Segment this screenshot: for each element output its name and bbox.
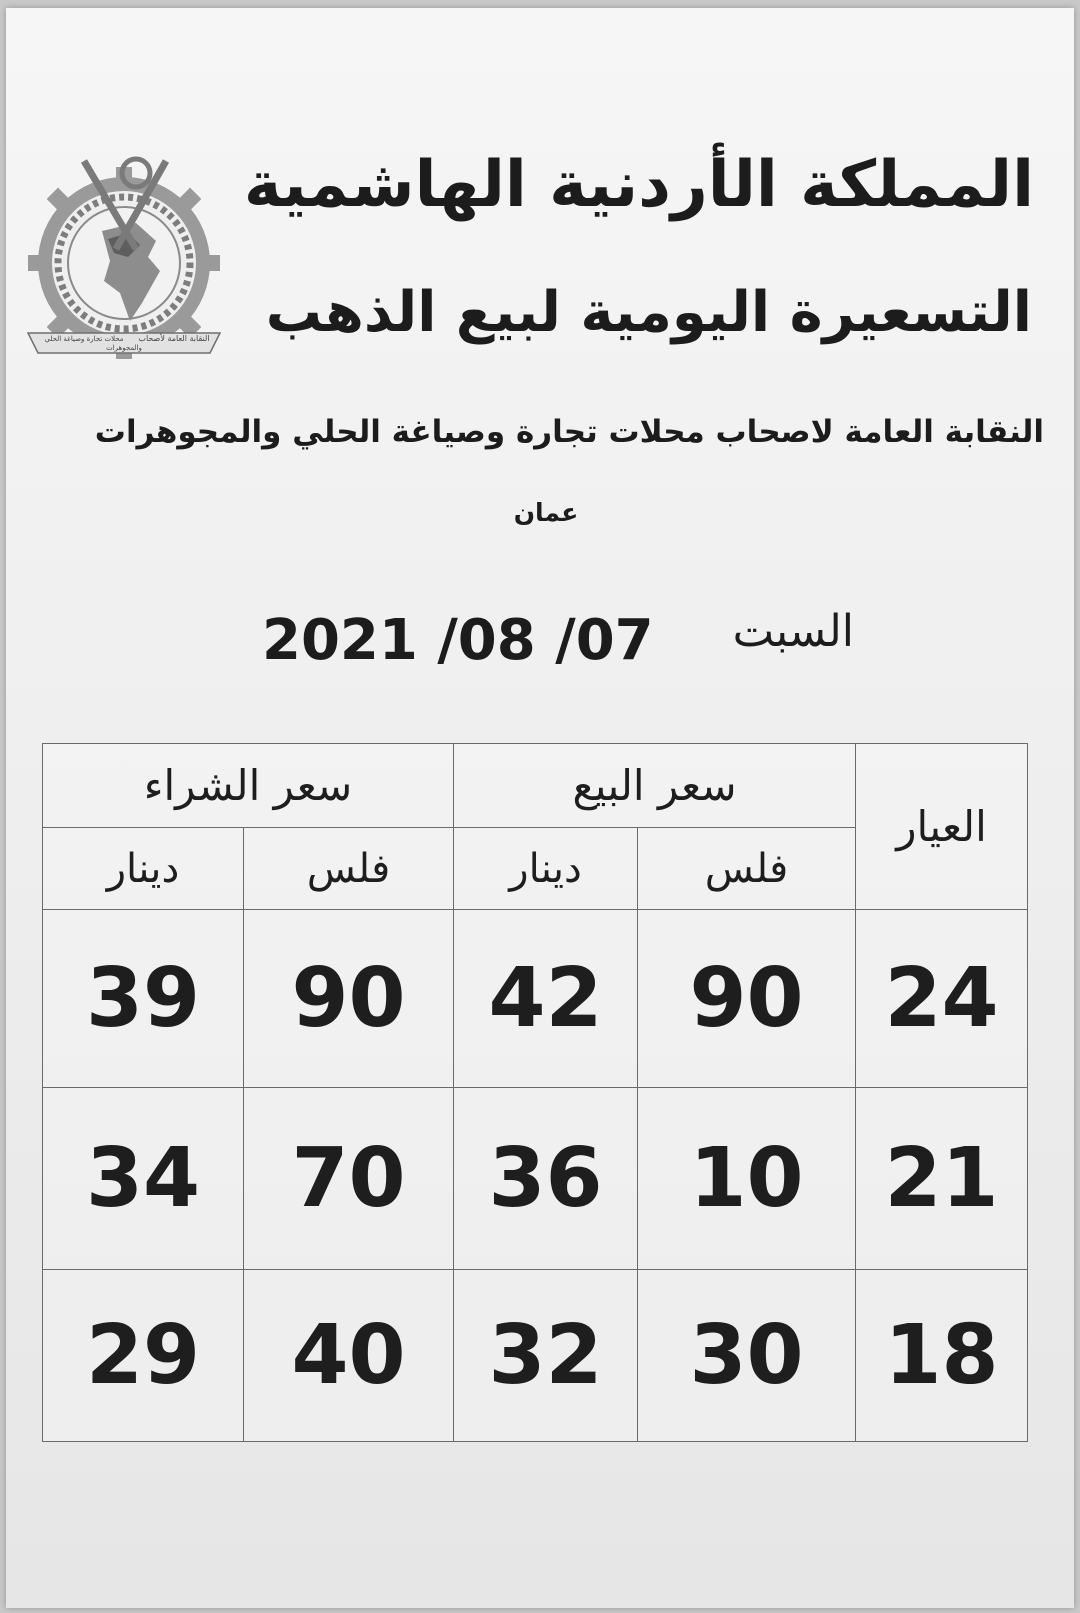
sell-dinar-cell: 36 bbox=[454, 1088, 638, 1270]
table-header-row bbox=[43, 744, 1028, 828]
buy-dinar-header: دينار bbox=[43, 828, 244, 910]
buy-dinar-cell: 39 bbox=[43, 910, 244, 1088]
sell-price-header: سعر البيع bbox=[454, 744, 856, 828]
karat-cell: 18 bbox=[856, 1270, 1028, 1442]
country-title: المملكة الأردنية الهاشمية bbox=[243, 148, 1034, 222]
buy-price-header: سعر الشراء bbox=[43, 744, 454, 828]
buy-fils-header: فلس bbox=[244, 828, 454, 910]
sell-dinar-cell: 42 bbox=[454, 910, 638, 1088]
seal-caption-2: محلات تجارة وصياغة الحلي bbox=[44, 335, 124, 343]
organization-name: النقابة العامة لاصحاب محلات تجارة وصياغة الحلي والمجوهرات bbox=[94, 414, 1044, 450]
union-seal-icon bbox=[24, 153, 224, 368]
seal-caption-3: والمجوهرات bbox=[106, 344, 142, 352]
seal-caption-1: النقابة العامة لأصحاب bbox=[138, 334, 210, 343]
buy-dinar-cell: 29 bbox=[43, 1270, 244, 1442]
day-name: السبت bbox=[732, 606, 854, 657]
date-value: 2021 /08 /07 bbox=[262, 608, 654, 673]
karat-cell: 24 bbox=[856, 910, 1028, 1088]
karat-cell: 21 bbox=[856, 1088, 1028, 1270]
gold-price-table bbox=[42, 743, 1028, 1442]
sell-fils-cell: 30 bbox=[638, 1270, 856, 1442]
table-row bbox=[43, 910, 1028, 1088]
sell-fils-header: فلس bbox=[638, 828, 856, 910]
buy-fils-cell: 70 bbox=[244, 1088, 454, 1270]
table-row bbox=[43, 1270, 1028, 1442]
sell-fils-cell: 90 bbox=[638, 910, 856, 1088]
buy-fils-cell: 90 bbox=[244, 910, 454, 1088]
karat-header: العيار bbox=[856, 744, 1028, 910]
city-name: عمان bbox=[513, 498, 579, 527]
sell-fils-cell: 10 bbox=[638, 1088, 856, 1270]
sheet-title: التسعيرة اليومية لبيع الذهب bbox=[265, 280, 1032, 345]
sell-dinar-header: دينار bbox=[454, 828, 638, 910]
buy-dinar-cell: 34 bbox=[43, 1088, 244, 1270]
sell-dinar-cell: 32 bbox=[454, 1270, 638, 1442]
table-row bbox=[43, 1088, 1028, 1270]
buy-fils-cell: 40 bbox=[244, 1270, 454, 1442]
